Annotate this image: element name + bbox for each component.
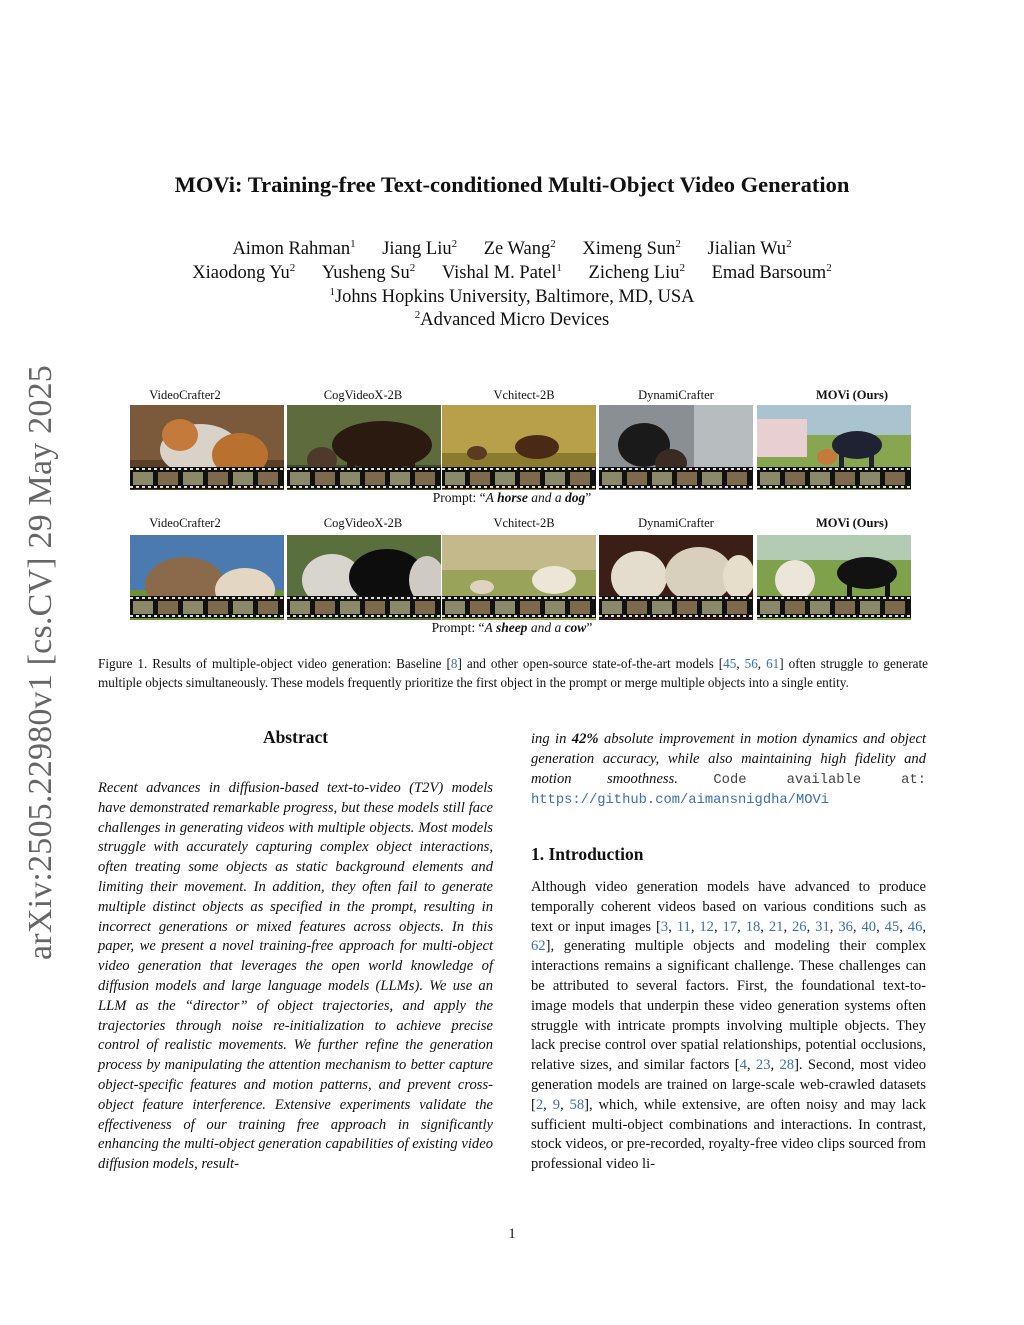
film-frame: [415, 472, 435, 485]
code-url-link[interactable]: https://github.com/aimansnigdha/MOVi: [531, 793, 830, 809]
citation-link[interactable]: 23: [755, 1057, 771, 1074]
film-frame: [652, 601, 672, 614]
film-frame: [602, 601, 622, 614]
film-frame: [570, 472, 590, 485]
film-frame: [677, 472, 697, 485]
film-frame: [340, 601, 360, 614]
film-frame: [545, 472, 565, 485]
model-label-dynamicrafter: DynamiCrafter: [638, 516, 714, 530]
model-label-cogvideox: CogVideoX-2B: [323, 516, 403, 530]
film-frame: [495, 472, 515, 485]
authors-line-1: [0, 239, 1024, 260]
film-frame: [810, 472, 830, 485]
filmstrip: [599, 596, 753, 618]
film-frame: [445, 472, 465, 485]
film-frame: [760, 601, 780, 614]
film-frame: [445, 601, 465, 614]
model-label-movi: MOVi (Ours): [815, 388, 889, 402]
film-frame: [390, 601, 410, 614]
film-frame: [208, 601, 228, 614]
filmstrip: [130, 467, 284, 489]
citation-link[interactable]: 46: [907, 918, 923, 935]
citation-link[interactable]: 26: [792, 918, 807, 935]
filmstrip: [599, 467, 753, 489]
film-frame: [627, 472, 647, 485]
filmstrip: [442, 467, 596, 489]
citation-link[interactable]: 4: [739, 1057, 747, 1074]
citation-link[interactable]: 18: [745, 918, 761, 935]
author: Vishal M. Patel$^1$: [441, 261, 562, 283]
section-heading-introduction: 1. Introduction: [531, 844, 644, 864]
citation-link[interactable]: 9: [552, 1096, 560, 1113]
model-label-videocrafter2: VideoCrafter2: [149, 516, 221, 530]
film-frame: [860, 601, 880, 614]
author: Ze Wang$^2$: [483, 237, 556, 259]
citation-link[interactable]: 61: [766, 656, 780, 671]
prompt-row-1: Prompt: “A horse and a dog”: [432, 490, 592, 505]
citation-link[interactable]: 58: [569, 1096, 585, 1113]
filmstrip: [287, 596, 441, 618]
film-frame: [290, 601, 310, 614]
film-frame: [315, 601, 335, 614]
film-frame: [340, 472, 360, 485]
filmstrip: [287, 467, 441, 489]
film-frame: [365, 472, 385, 485]
film-frame: [208, 472, 228, 485]
film-frame: [258, 601, 278, 614]
citation-link[interactable]: 8: [450, 656, 458, 671]
film-frame: [602, 472, 622, 485]
film-frame: [133, 601, 153, 614]
model-label-videocrafter2: VideoCrafter2: [149, 388, 221, 402]
film-frame: [652, 472, 672, 485]
author: Aimon Rahman$^1$: [232, 237, 356, 259]
author: Ximeng Sun$^2$: [582, 237, 681, 259]
citation-link[interactable]: 56: [744, 656, 758, 671]
film-frame: [290, 472, 310, 485]
abstract-body: Recent advances in diffusion-based text-to-video (T2V) models have demonstrated remarkable progress, but these models still face challenges in generating videos with multiple objects. Most models struggle with accurately capturing complex object interactions, often treating some objects as static background elements and limiting their movement. In addition, they often fail to generate multiple distinct objects as specified in the prompt, resulting in incorrect generations or mixed features across objects. In this paper, we present a novel training-free approach for multi-object video generation that leverages the open world knowledge of diffusion models and large language models (LLMs). We use an LLM as the “director” of object trajectories, and apply the trajectories through noise re-initialization to achieve precise control of realistic movements. We further refine the generation process by manipulating the attention mechanism to better capture object-specific features and motion patterns, and prevent cross-object feature interference. Extensive experiments validate the effectiveness of our training free approach in significantly enhancing the multi-object generation capabilities of existing video diffusion models, result-: [98, 780, 493, 1173]
film-frame: [727, 472, 747, 485]
film-frame: [233, 472, 253, 485]
citation-link[interactable]: 36: [838, 918, 853, 935]
film-frame: [570, 601, 590, 614]
film-frame: [390, 472, 410, 485]
film-frame: [133, 472, 153, 485]
film-frame: [520, 472, 540, 485]
film-frame: [860, 472, 880, 485]
film-frame: [760, 472, 780, 485]
film-frame: [183, 601, 203, 614]
introduction-body: Although video generation models have advanced to produce temporally coherent videos based on various conditions such as text or input images [3, 11, 12, 17, 18, 21, 26, 31, 36, 40, 45, 46, 62], generating multiple objects and modeling their complex interactions remains a significant challenge. These challenges can be attributed to several factors. First, the foundational text-to-image models that underpin these video generation systems often struggle with intricate prompts involving multiple objects. They lack precise control over spatial relationships, potential occlusions, relative sizes, and similar factors [4, 23, 28]. Second, most video generation models are trained on large-scale web-crawled datasets [2, 9, 58], which, while extensive, are often noisy and may lack sufficient multi-object combinations and interactions. In contrast, stock videos, or pre-recorded, royalty-free video clips sourced from professional video li-: [531, 879, 927, 1173]
model-label-cogvideox: CogVideoX-2B: [323, 388, 403, 402]
film-frame: [627, 601, 647, 614]
film-frame: [365, 601, 385, 614]
author: Xiaodong Yu$^2$: [192, 261, 296, 283]
prompt-row-2: Prompt: “A sheep and a cow”: [431, 620, 593, 635]
author: Yusheng Su$^2$: [321, 261, 416, 283]
film-frame: [835, 601, 855, 614]
paper-title: MOVi: Training-free Text-conditioned Multi-Object Video Generation: [174, 172, 850, 197]
affiliation-2: $^2$Advanced Micro Devices: [414, 308, 610, 330]
film-frame: [702, 601, 722, 614]
citation-link[interactable]: 31: [815, 918, 830, 935]
figure-caption: Figure 1. Results of multiple-object video generation: Baseline [8] and other open-source state-of-the-art models [45, 56, 61] often struggle to generate multiple objects simultaneously. These models frequently prioritize the first object in the prompt or merge multiple objects into a single entity.: [98, 656, 929, 690]
citation-link[interactable]: 3: [660, 918, 669, 935]
film-frame: [158, 472, 178, 485]
film-frame: [520, 601, 540, 614]
citation-link[interactable]: 28: [779, 1057, 795, 1074]
citation-link[interactable]: 40: [861, 918, 877, 935]
authors-line-2: [0, 263, 1024, 284]
film-frame: [727, 601, 747, 614]
film-frame: [835, 472, 855, 485]
film-frame: [470, 472, 490, 485]
citation-link[interactable]: 2: [535, 1096, 544, 1113]
citation-link[interactable]: 12: [699, 918, 714, 935]
citation-link[interactable]: 45: [723, 656, 737, 671]
film-frame: [702, 472, 722, 485]
filmstrip: [442, 596, 596, 618]
model-label-dynamicrafter: DynamiCrafter: [638, 388, 714, 402]
film-frame: [677, 601, 697, 614]
film-frame: [785, 472, 805, 485]
filmstrip: [757, 596, 911, 618]
film-frame: [315, 472, 335, 485]
citation-link[interactable]: 11: [676, 918, 691, 935]
film-frame: [885, 472, 905, 485]
author: Emad Barsoum$^2$: [711, 261, 832, 283]
abstract-continuation: ing in 42% absolute improvement in motion dynamics and object generation accuracy, while also maintaining high fidelity and motion smoothness. Code available at: https://github.com/aimansnigdha/MOVi: [531, 731, 927, 809]
filmstrip: [757, 467, 911, 489]
film-frame: [415, 601, 435, 614]
film-frame: [785, 601, 805, 614]
author: Zicheng Liu$^2$: [588, 261, 685, 283]
model-label-movi: MOVi (Ours): [815, 516, 889, 530]
page-number: 1: [508, 1226, 516, 1242]
citation-link[interactable]: 45: [884, 918, 900, 935]
author: Jialian Wu$^2$: [707, 237, 792, 259]
citation-link[interactable]: 17: [722, 918, 738, 935]
film-frame: [810, 601, 830, 614]
model-label-vchitect: Vchitect-2B: [493, 516, 555, 530]
film-frame: [545, 601, 565, 614]
film-frame: [183, 472, 203, 485]
citation-link[interactable]: 62: [531, 938, 546, 955]
film-frame: [258, 472, 278, 485]
code-label: Code available at:: [713, 772, 927, 788]
filmstrip: [130, 596, 284, 618]
citation-link[interactable]: 21: [768, 918, 784, 935]
film-frame: [495, 601, 515, 614]
affiliation-1: $^1$Johns Hopkins University, Baltimore, MD, USA: [329, 285, 695, 307]
film-frame: [470, 601, 490, 614]
film-frame: [158, 601, 178, 614]
author: Jiang Liu$^2$: [382, 237, 458, 259]
film-frame: [233, 601, 253, 614]
model-label-vchitect: Vchitect-2B: [493, 388, 555, 402]
arxiv-identifier: arXiv:2505.22980v1 [cs.CV] 29 May 2025: [22, 365, 59, 960]
abstract-heading: Abstract: [262, 727, 329, 747]
film-frame: [885, 601, 905, 614]
